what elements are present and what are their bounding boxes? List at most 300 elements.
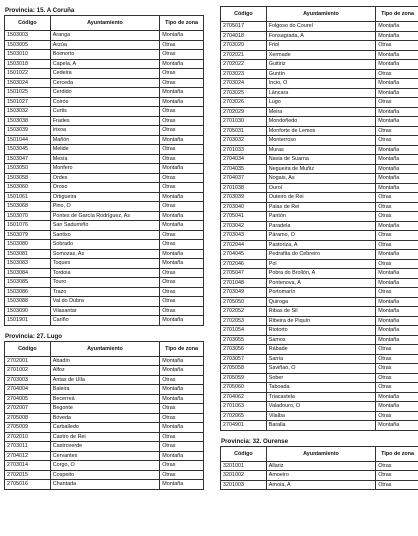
ayuntamiento-cell: Baleira [50,385,159,395]
table-row [221,107,418,117]
ayuntamiento-cell: Antas de Ulla [50,375,159,385]
ayuntamiento-cell: Arzúa [50,40,159,50]
tipo-zona-header: Tipo de zona [376,446,418,461]
table-row [221,288,418,298]
codigo-header: Código [5,341,51,356]
codigo-cell: 2704018 [221,31,267,41]
header-row [221,446,418,461]
ayuntamiento-header: Ayuntamiento [50,341,159,356]
tipo-zona-cell: Montaña [376,297,418,307]
tipo-zona-cell: Otras [160,50,204,60]
codigo-cell: 1503079 [5,230,51,240]
tipo-zona-cell: Otras [160,107,204,117]
codigo-cell: 2703057 [221,354,267,364]
codigo-cell: 1501027 [5,97,51,107]
codigo-cell: 2703056 [221,345,267,355]
table-row [5,173,204,183]
province-title: Provincia: 15. A Coruña [5,7,75,14]
tipo-zona-cell: Montaña [376,31,418,41]
table-row [5,50,204,60]
ayuntamiento-cell: Guitiriz [266,60,375,70]
codigo-cell: 2701038 [221,183,267,193]
codigo-cell: 2705050 [221,297,267,307]
table-row [221,193,418,203]
tipo-zona-cell: Montaña [376,421,418,431]
tipo-zona-header: Tipo de zona [160,341,204,356]
tipo-zona-cell: Montaña [160,451,204,461]
codigo-cell: 2702015 [5,470,51,480]
table-row [5,135,204,145]
codigo-cell: 1503068 [5,202,51,212]
ayuntamiento-cell: Cospeito [50,470,159,480]
province-title: Provincia: 27. Lugo [5,332,63,340]
table-row [5,366,204,376]
codigo-cell: 2702010 [5,432,51,442]
tipo-zona-cell: Montaña [160,31,204,41]
codigo-cell: 2702001 [5,356,51,366]
table-row [221,278,418,288]
ayuntamiento-cell: Oroso [50,183,159,193]
codigo-cell: 1503088 [5,297,51,307]
ayuntamiento-cell: Xermade [266,50,375,60]
ayuntamiento-cell: Mañón [50,135,159,145]
table-row [5,423,204,433]
ayuntamiento-cell: Lugo [266,98,375,108]
table-row [221,411,418,421]
province-section [4,332,204,490]
ayuntamiento-cell: Curtis [50,107,159,117]
table-row [221,373,418,383]
ayuntamiento-cell: Monfero [50,164,159,174]
left-column [4,6,204,496]
table-row [5,385,204,395]
ayuntamiento-cell: Alfoz [50,366,159,376]
codigo-cell: 1503010 [5,50,51,60]
tipo-zona-cell: Montaña [376,50,418,60]
table-row [5,40,204,50]
table-row [221,174,418,184]
codigo-cell: 2703024 [221,79,267,89]
codigo-cell: 2704901 [221,421,267,431]
tipo-zona-header: Tipo de zona [376,7,418,22]
ayuntamiento-cell: Pedrafita do Cebreiro [266,250,375,260]
tipo-zona-cell: Montaña [376,221,418,231]
tipo-zona-cell: Otras [376,231,418,241]
ayuntamiento-cell: Aranga [50,31,159,41]
table-row [5,404,204,414]
tipo-zona-cell: Otras [160,154,204,164]
ayuntamiento-cell: Touro [50,278,159,288]
codigo-cell: 1503080 [5,240,51,250]
header-row [221,7,418,22]
table-row [221,88,418,98]
ayuntamiento-cell: Cedeira [50,69,159,79]
table-row [221,364,418,374]
ayuntamiento-cell: Toques [50,259,159,269]
tipo-zona-cell: Montaña [160,135,204,145]
ayuntamiento-cell: Melide [50,145,159,155]
ayuntamiento-cell: Palas de Rei [266,202,375,212]
tipo-zona-cell: Otras [160,145,204,155]
codigo-cell: 2702044 [221,240,267,250]
codigo-cell: 2705009 [5,423,51,433]
table-row [221,136,418,146]
table-row [221,326,418,336]
codigo-cell: 1503050 [5,164,51,174]
codigo-cell: 2704037 [221,174,267,184]
tipo-zona-cell: Montaña [160,356,204,366]
tipo-zona-cell: Montaña [376,278,418,288]
table-row [221,117,418,127]
table-row [5,107,204,117]
table-row [221,41,418,51]
codigo-cell: 2702029 [221,107,267,117]
tipo-zona-cell: Montaña [376,164,418,174]
table-row [5,145,204,155]
codigo-cell: 2702007 [5,404,51,414]
codigo-cell: 2703049 [221,288,267,298]
tipo-zona-cell: Montaña [376,145,418,155]
codigo-cell: 2705058 [221,364,267,374]
ayuntamiento-cell: Boimorto [50,50,159,60]
codigo-cell: 2705031 [221,126,267,136]
ayuntamiento-cell: Incio, O [266,79,375,89]
ayuntamiento-cell: Trazo [50,287,159,297]
ayuntamiento-cell: Pino, O [50,202,159,212]
tipo-zona-cell: Montaña [376,250,418,260]
ayuntamiento-cell: Pol [266,259,375,269]
table-row [221,471,418,481]
tipo-zona-cell: Montaña [160,59,204,69]
table-row [5,259,204,269]
codigo-cell: 2703011 [5,442,51,452]
ayuntamiento-cell: Vilalba [266,411,375,421]
codigo-cell: 2703043 [221,231,267,241]
codigo-cell: 2704045 [221,250,267,260]
codigo-cell: 1503070 [5,211,51,221]
table-row [221,240,418,250]
table-row [5,88,204,98]
codigo-cell: 1503003 [5,31,51,41]
tipo-zona-cell: Montaña [376,155,418,165]
tipo-zona-cell: Montaña [376,88,418,98]
table-row [5,126,204,136]
codigo-cell: 1501044 [5,135,51,145]
header-row [5,16,204,31]
codigo-cell: 2704004 [5,385,51,395]
ayuntamiento-cell: Meira [266,107,375,117]
codigo-cell: 2702053 [221,316,267,326]
codigo-cell: 2705059 [221,373,267,383]
table-row [5,69,204,79]
table-row [221,202,418,212]
codigo-cell: 2701002 [5,366,51,376]
ayuntamiento-cell: Tordoia [50,268,159,278]
tipo-zona-cell: Montaña [160,211,204,221]
codigo-cell: 1503084 [5,268,51,278]
tipo-zona-cell: Otras [376,41,418,51]
table-row [5,164,204,174]
tipo-zona-cell: Montaña [160,316,204,326]
codigo-cell: 2705041 [221,212,267,222]
codigo-cell: 2703003 [5,375,51,385]
ayuntamiento-cell: Castroverde [50,442,159,452]
municipality-table [4,15,204,326]
tipo-zona-cell: Montaña [376,316,418,326]
table-row [5,451,204,461]
tipo-zona-cell: Otras [376,364,418,374]
tipo-zona-cell: Otras [160,404,204,414]
ayuntamiento-cell: Cerdido [50,88,159,98]
table-row [221,480,418,490]
table-row [5,78,204,88]
table-row [221,345,418,355]
table-row [221,402,418,412]
tipo-zona-cell: Montaña [160,164,204,174]
tipo-zona-cell: Otras [160,183,204,193]
tipo-zona-cell: Otras [376,288,418,298]
table-row [5,183,204,193]
codigo-cell: 2702052 [221,307,267,317]
codigo-cell: 1503018 [5,59,51,69]
codigo-cell: 2701033 [221,145,267,155]
codigo-cell: 1503047 [5,154,51,164]
table-row [221,231,418,241]
tipo-zona-cell: Otras [376,136,418,146]
tipo-zona-cell: Otras [160,40,204,50]
province-section [220,437,418,491]
codigo-cell: 1501901 [5,316,51,326]
ayuntamiento-header: Ayuntamiento [266,7,375,22]
tipo-zona-header: Tipo de zona [160,16,204,31]
tipo-zona-cell: Otras [160,173,204,183]
table-row [221,145,418,155]
ayuntamiento-cell: Pontes de García Rodríguez, As [50,211,159,221]
ayuntamiento-cell: Allariz [266,461,375,471]
tipo-zona-cell: Otras [160,268,204,278]
ayuntamiento-cell: Begonte [50,404,159,414]
tipo-zona-cell: Montaña [160,423,204,433]
codigo-cell: 1501022 [5,69,51,79]
codigo-cell: 2703055 [221,335,267,345]
codigo-cell: 2704034 [221,155,267,165]
table-row [5,221,204,231]
table-row [5,192,204,202]
ayuntamiento-cell: Portomarín [266,288,375,298]
ayuntamiento-cell: Quiroga [266,297,375,307]
table-row [5,202,204,212]
tipo-zona-cell: Otras [160,375,204,385]
tipo-zona-cell: Otras [160,461,204,471]
table-row [221,212,418,222]
tipo-zona-cell: Otras [160,297,204,307]
tipo-zona-cell: Montaña [376,307,418,317]
codigo-cell: 2703042 [221,221,267,231]
ayuntamiento-cell: Bóveda [50,413,159,423]
tipo-zona-cell: Montaña [160,259,204,269]
table-row [221,307,418,317]
tipo-zona-cell: Montaña [376,402,418,412]
codigo-cell: 2705008 [5,413,51,423]
table-row [221,126,418,136]
ayuntamiento-cell: Castro de Rei [50,432,159,442]
ayuntamiento-cell: Santiso [50,230,159,240]
tipo-zona-cell: Otras [376,193,418,203]
ayuntamiento-cell: Chantada [50,480,159,490]
table-row [221,155,418,165]
codigo-cell: 2701030 [221,117,267,127]
ayuntamiento-cell: Corgo, O [50,461,159,471]
ayuntamiento-cell: Val do Dubra [50,297,159,307]
tipo-zona-cell: Otras [160,470,204,480]
tipo-zona-cell: Otras [376,411,418,421]
ayuntamiento-cell: Carballedo [50,423,159,433]
tipo-zona-cell: Montaña [160,88,204,98]
ayuntamiento-cell: Outeiro de Rei [266,193,375,203]
table-row [221,421,418,431]
table-row [5,268,204,278]
tipo-zona-cell: Montaña [376,174,418,184]
codigo-cell: 2704012 [5,451,51,461]
table-row [5,461,204,471]
tipo-zona-cell: Montaña [376,326,418,336]
table-row [221,60,418,70]
table-row [5,297,204,307]
tipo-zona-cell: Otras [376,471,418,481]
table-row [5,394,204,404]
codigo-cell: 2701048 [221,278,267,288]
codigo-header: Código [221,446,267,461]
tipo-zona-cell: Otras [160,306,204,316]
ayuntamiento-cell: Pastoriza, A [266,240,375,250]
ayuntamiento-cell: Negueira de Muñiz [266,164,375,174]
codigo-cell: 1503024 [5,78,51,88]
table-row [221,79,418,89]
ayuntamiento-cell: Capela, A [50,59,159,69]
ayuntamiento-cell: Páramo, O [266,231,375,241]
tipo-zona-cell: Montaña [376,269,418,279]
ayuntamiento-cell: Mondoñedo [266,117,375,127]
tipo-zona-cell: Otras [376,240,418,250]
ayuntamiento-cell: Valadouro, O [266,402,375,412]
codigo-header: Código [5,16,51,31]
codigo-cell: 2702022 [221,60,267,70]
ayuntamiento-header: Ayuntamiento [266,446,375,461]
table-row [221,69,418,79]
tipo-zona-cell: Montaña [376,79,418,89]
ayuntamiento-cell: Abadín [50,356,159,366]
codigo-cell: 2703023 [221,69,267,79]
tipo-zona-cell: Montaña [160,394,204,404]
codigo-cell: 2703039 [221,193,267,203]
table-row [221,269,418,279]
codigo-cell: 2703040 [221,202,267,212]
ayuntamiento-cell: Riotorto [266,326,375,336]
table-row [221,259,418,269]
province-section [220,6,418,431]
tipo-zona-cell: Otras [376,69,418,79]
tipo-zona-cell: Otras [376,126,418,136]
table-row [221,183,418,193]
ayuntamiento-cell: Pantón [266,212,375,222]
codigo-cell: 2705060 [221,383,267,393]
tipo-zona-cell: Montaña [160,221,204,231]
codigo-cell: 2704005 [5,394,51,404]
tipo-zona-cell: Otras [160,69,204,79]
tipo-zona-cell: Montaña [376,392,418,402]
table-row [221,383,418,393]
table-row [5,375,204,385]
table-row [5,316,204,326]
ayuntamiento-cell: Frades [50,116,159,126]
ayuntamiento-cell: Ortigueira [50,192,159,202]
codigo-cell: 2704062 [221,392,267,402]
codigo-cell: 2705017 [221,22,267,32]
tipo-zona-cell: Otras [160,432,204,442]
table-row [5,432,204,442]
table-row [5,356,204,366]
codigo-cell: 1503058 [5,173,51,183]
table-row [5,249,204,259]
ayuntamiento-cell: Monforte de Lemos [266,126,375,136]
codigo-cell: 2703025 [221,88,267,98]
tipo-zona-cell: Montaña [376,22,418,32]
ayuntamiento-cell: San Sadurniño [50,221,159,231]
table-row [5,480,204,490]
ayuntamiento-cell: Monterroso [266,136,375,146]
table-row [5,230,204,240]
tipo-zona-cell: Otras [160,278,204,288]
province-title: Provincia: 32. Ourense [221,437,289,445]
table-row [221,250,418,260]
municipality-table [4,341,204,490]
ayuntamiento-cell: Folgoso do Courel [266,22,375,32]
ayuntamiento-cell: Navia de Suarna [266,155,375,165]
ayuntamiento-cell: Ribeira de Piquín [266,316,375,326]
table-row [5,306,204,316]
tipo-zona-cell: Otras [160,240,204,250]
table-row [5,442,204,452]
table-row [5,240,204,250]
codigo-cell: 3201003 [221,480,267,490]
ayuntamiento-cell: Amoeiro [266,471,375,481]
tipo-zona-cell: Otras [376,373,418,383]
ayuntamiento-header: Ayuntamiento [50,16,159,31]
tipo-zona-cell: Montaña [376,183,418,193]
codigo-cell: 2701054 [221,326,267,336]
tipo-zona-cell: Otras [376,461,418,471]
ayuntamiento-cell: Cariño [50,316,159,326]
ayuntamiento-cell: Rábade [266,345,375,355]
ayuntamiento-cell: Pobra do Brollón, A [266,269,375,279]
codigo-cell: 2703020 [221,41,267,51]
codigo-cell: 1503083 [5,259,51,269]
table-row [221,31,418,41]
tipo-zona-cell: Montaña [160,366,204,376]
codigo-cell: 1503085 [5,278,51,288]
table-row [221,164,418,174]
tipo-zona-cell: Otras [376,345,418,355]
ayuntamiento-cell: Saviñao, O [266,364,375,374]
municipality-table [220,446,418,491]
codigo-cell: 1503060 [5,183,51,193]
ayuntamiento-cell: Paradela [266,221,375,231]
tipo-zona-cell: Montaña [160,192,204,202]
tipo-zona-cell: Montaña [376,117,418,127]
ayuntamiento-cell: Cervantes [50,451,159,461]
table-row [5,413,204,423]
table-row [221,98,418,108]
